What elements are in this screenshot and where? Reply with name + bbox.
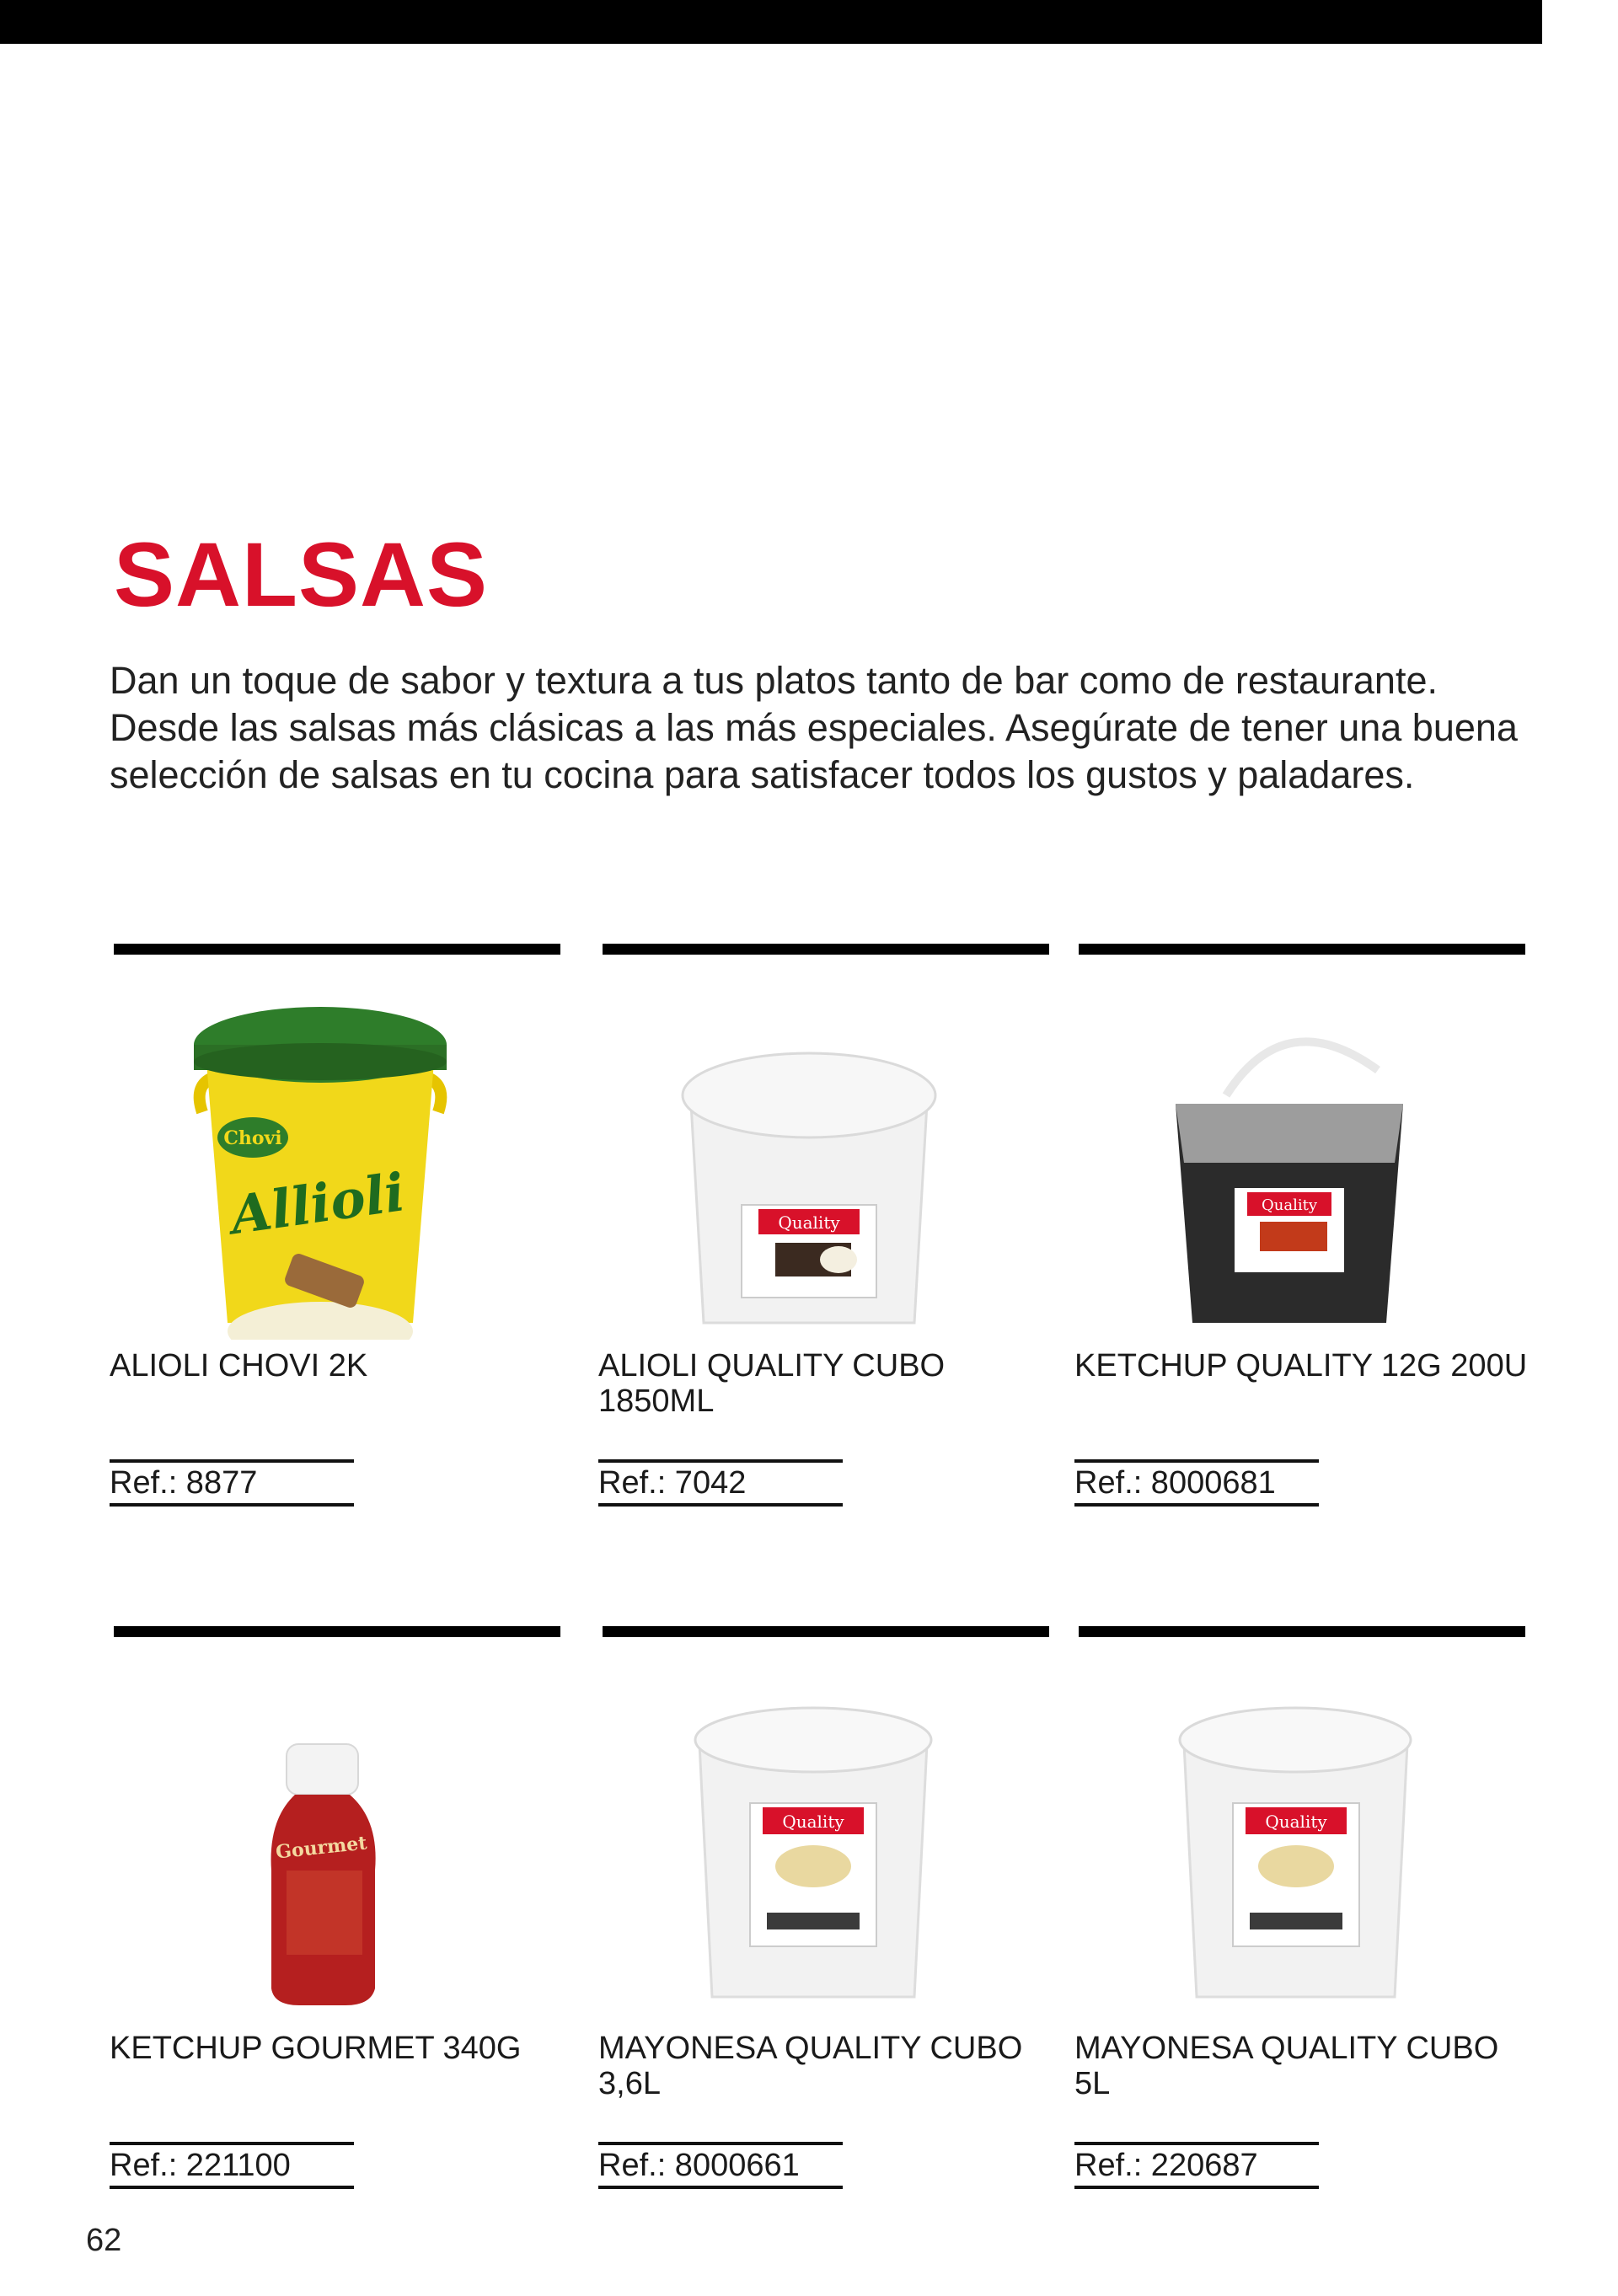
brand-logo-text: Quality — [1262, 1196, 1317, 1214]
brand-logo-text: Quality — [1265, 1812, 1327, 1832]
product-image-mayonesa-quality-36 — [649, 1651, 969, 2022]
product-card[interactable] — [598, 944, 1070, 1550]
product-ref: Ref.: 7042 — [598, 1459, 843, 1507]
product-ref: Ref.: 8877 — [110, 1459, 354, 1507]
product-ref: Ref.: 8000661 — [598, 2142, 843, 2189]
brand-logo-text: Chovi — [223, 1127, 282, 1149]
product-ref: Ref.: 220687 — [1074, 2142, 1319, 2189]
product-image-ketchup-gourmet — [160, 1651, 480, 2022]
card-top-rule — [1079, 1626, 1525, 1637]
top-black-bar — [0, 0, 1542, 44]
product-name: ALIOLI QUALITY CUBO 1850ML — [598, 1348, 946, 1419]
product-image-mayonesa-quality-5l — [1125, 1651, 1445, 2022]
product-card[interactable] — [110, 944, 581, 1550]
brand-logo-text: Quality — [778, 1212, 840, 1233]
card-top-rule — [603, 1626, 1049, 1637]
product-name: MAYONESA QUALITY CUBO 5L — [1074, 2031, 1499, 2101]
brand-logo-text: Quality — [782, 1812, 844, 1832]
page-number: 62 — [86, 2223, 122, 2258]
product-name: ALIOLI CHOVI 2K — [110, 1348, 368, 1383]
product-card[interactable] — [598, 1626, 1070, 2233]
product-name: KETCHUP GOURMET 340G — [110, 2031, 522, 2066]
brand-logo-text: Gourmet — [274, 1832, 368, 1864]
product-card[interactable] — [110, 1626, 581, 2233]
card-top-rule — [114, 1626, 560, 1637]
product-card[interactable] — [1074, 944, 1546, 1550]
intro-text: Dan un toque de sabor y textura a tus platos tanto de bar como de restaurante. Desde las salsas más clásicas a las más especiales. Asegúrate de tener una buena selección de salsas en tu cocina para satisfacer todos los gustos y paladares. — [110, 659, 1518, 796]
product-name: MAYONESA QUALITY CUBO 3,6L — [598, 2031, 1023, 2101]
product-image-alioli-chovi — [160, 969, 480, 1340]
brand-name-text: Allioli — [227, 1161, 409, 1247]
card-top-rule — [603, 944, 1049, 955]
product-image-alioli-quality — [649, 969, 969, 1340]
product-ref: Ref.: 8000681 — [1074, 1459, 1319, 1507]
product-image-ketchup-quality-sachets — [1125, 969, 1445, 1340]
product-name: KETCHUP QUALITY 12G 200U — [1074, 1348, 1528, 1383]
card-top-rule — [114, 944, 560, 955]
product-ref: Ref.: 221100 — [110, 2142, 354, 2189]
product-card[interactable] — [1074, 1626, 1546, 2233]
card-top-rule — [1079, 944, 1525, 955]
page-title: SALSAS — [114, 523, 489, 625]
